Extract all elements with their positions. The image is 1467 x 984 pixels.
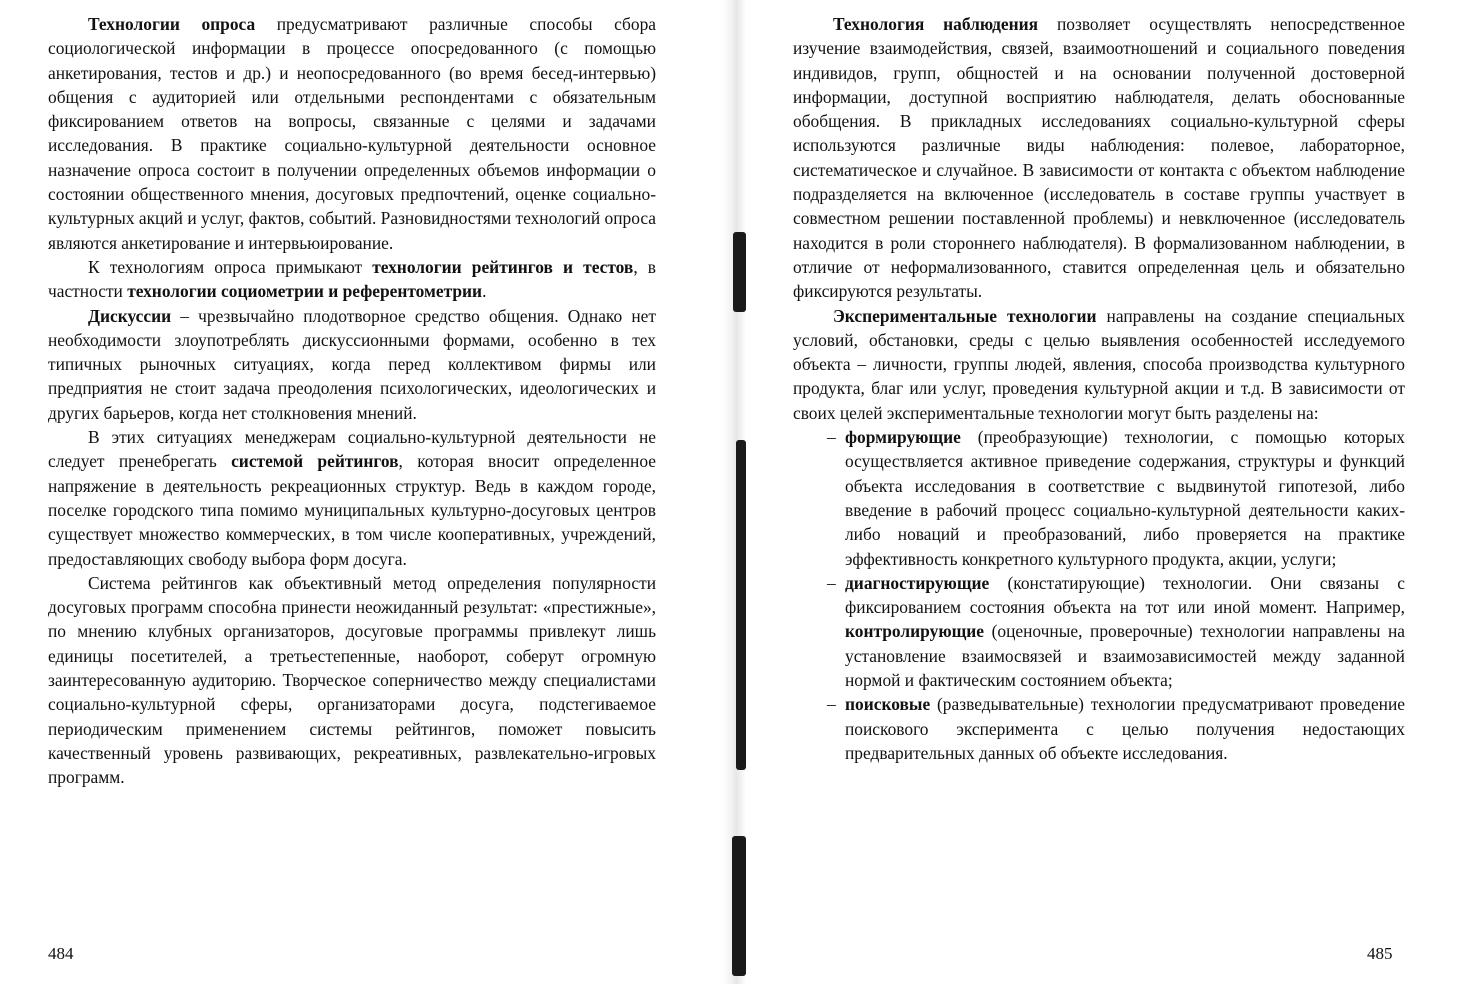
left-page-number: 484	[48, 944, 74, 963]
bold-term: технологии социометрии и референтометрии	[127, 281, 483, 302]
bold-term: формирующие	[845, 427, 961, 448]
text-run: (преобразующие) технологии, с помощью которых осуществляется активное приведение содержания, структуры и функций объекта исследования в соответствие с выдвинутой гипотезой, либо введение в рабочий процесс социально-культурной деятельности каких-либо новаций и преобразований, либо проверяется на практике эффективность конкретного культурного продукта, акции, услуги;	[845, 427, 1405, 569]
bold-term: системой рейтингов	[231, 451, 399, 472]
paragraph	[793, 12, 1405, 304]
text-run: (констатирующие) технологии. Они связаны с фиксированием состояния объекта на тот или иной момент. Например,	[845, 572, 1405, 618]
text-run: , в частности	[48, 256, 656, 302]
text-run: , которая вносит определенное напряжение в деятельность рекреационных структур. Ведь в каждом городе, поселке городского типа помимо муниципальных культурно-досуговых центров существует множество коммерческих, в том числе кооперативных, учреждений, предоставляющих свободу выбора форм досуга.	[48, 451, 656, 569]
paragraph	[48, 425, 656, 571]
bold-term: Технология наблюдения	[833, 14, 1039, 34]
bold-term: контролирующие	[845, 621, 985, 642]
text-run: позволяет осуществлять непосредственное изучение взаимодействия, связей, взаимоотношений и социального поведения индивидов, групп, общностей и на основании полученной достоверной информации, доступной восприятию наблюдателя, делать обоснованные обобщения. В прикладных исследованиях социально-культурной сферы используются различные виды наблюдения: полевое, лабораторное, систематическое и случайное. В зависимости от контакта с объектом наблюдение подразделяется на включенное (исследователь в составе группы участвует в совместном решении поставленной проблемы) и невключенное (исследователь находится в роли стороннего наблюдателя). В формализованном наблюдении, в отличие от неформализованного, ставится определенная цель и обязательно фиксируются результаты.	[793, 14, 1406, 302]
bold-term: поисковые	[845, 694, 931, 715]
right-page-text	[793, 12, 1405, 765]
text-run: предусматривают различные способы сбора социологической информации в процессе опосредованного (с помощью анкетирования, тестов и др.) и неопосредованного (во время бесед-интервью) общения с аудиторией или отдельными респондентами с обязательным фиксированием ответов на вопросы, связанные с целями и задачами исследования. В практике социально-культурной деятельности основное назначение опроса состоит в получении определенных объемов информации о состоянии общественного мнения, досуговых предпочтений, оценке социально-культурных акций и услуг, фактов, событий. Разновидностями технологий опроса являются анкетирование и интервьюирование.	[48, 14, 656, 253]
left-page-text	[48, 12, 656, 790]
paragraph	[793, 304, 1405, 425]
bold-term: Дискуссии	[88, 305, 172, 326]
bullet-list	[793, 425, 1405, 765]
bold-term: диагностирующие	[845, 572, 990, 593]
scan-artifact	[732, 836, 746, 976]
bold-term: Экспериментальные технологии	[833, 305, 1097, 326]
text-run: Система рейтингов как объективный метод определения популярности досуговых программ способна принести неожиданный результат: «престижные», по мнению клубных организаторов, досуговые программы привлекут лишь единицы посетителей, а третьестепенные, наоборот, соберут огромную заинтересованную аудиторию. Творческое соперничество между специалистами социально-культурной сферы, организаторами досуга, подстегиваемое периодическим применением системы рейтингов, поможет повысить качественный уровень развивающих, рекреативных, развлекательно-игровых программ.	[48, 572, 656, 788]
text-run: (разведывательные) технологии предусматривают проведение поискового эксперимента с целью получения недостающих предварительных данных об объекте исследования.	[845, 694, 1405, 763]
left-page	[0, 0, 720, 984]
text-run: направлены на создание специальных условий, обстановки, среды с целью выявления особенностей исследуемого объекта – личности, группы людей, явления, способа производства культурного продукта, благ или услуг, проведения культурной акции и т.д. В зависимости от своих целей экспериментальные технологии могут быть разделены на:	[793, 305, 1405, 423]
text-run: – чрезвычайно плодотворное средство общения. Однако нет необходимости злоупотреблять дискуссионными формами, особенно в тех типичных рыночных ситуациях, когда перед коллективом фирмы или предприятия не стоит задача преодоления психологических, идеологических и других барьеров, когда нет столкновения мнений.	[48, 305, 656, 423]
paragraph	[48, 571, 656, 790]
right-page-number: 485	[1367, 944, 1393, 963]
text-run: К технологиям опроса примыкают	[88, 256, 373, 277]
bold-term: технологии рейтингов и тестов	[372, 256, 634, 277]
right-page	[745, 0, 1467, 984]
text-run: В этих ситуациях менеджерам социально-культурной деятельности не следует пренебрегать	[48, 427, 656, 472]
text-run: (оценочные, проверочные) технологии направлены на установление взаимосвязей и взаимозависимостей между заданной нормой и фактическим состоянием объекта;	[845, 621, 1405, 691]
paragraph	[48, 255, 656, 304]
paragraph	[48, 304, 656, 425]
list-item	[845, 571, 1405, 692]
paragraph	[48, 12, 656, 255]
bold-term: Технологии опроса	[88, 14, 256, 34]
text-run: .	[482, 281, 487, 302]
list-item	[845, 692, 1405, 765]
list-item	[845, 425, 1405, 571]
